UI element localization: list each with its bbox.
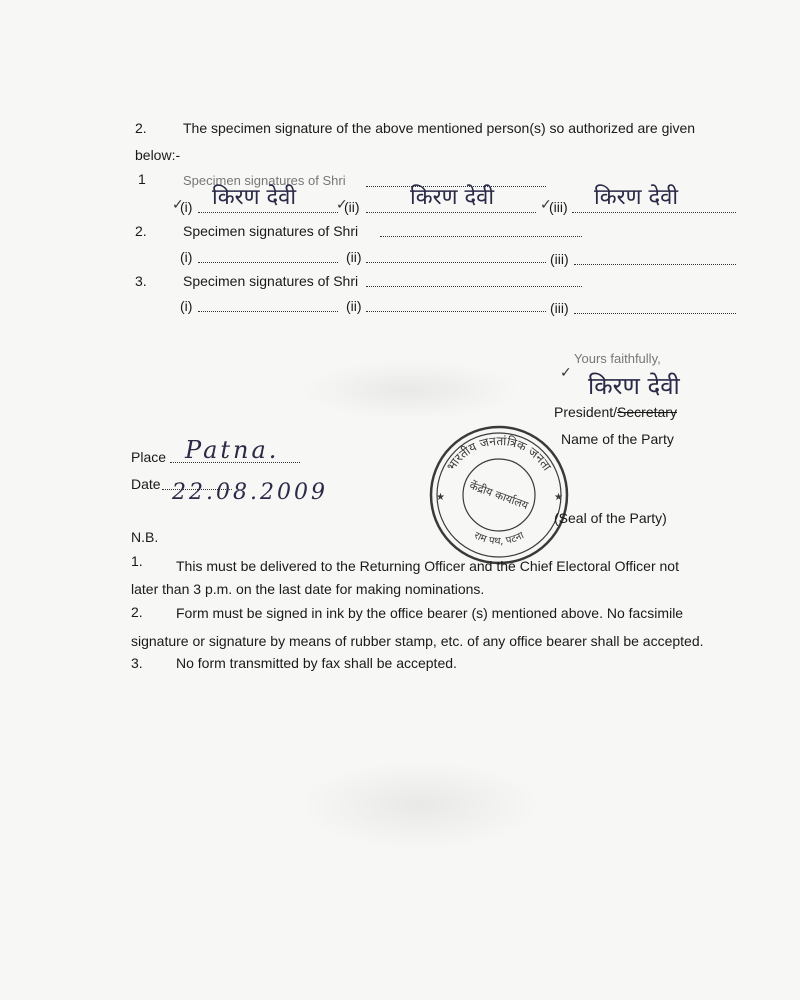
nb-number: 3. (131, 655, 143, 671)
item-marker: (i) (180, 199, 193, 215)
section-number: 2. (135, 120, 147, 136)
item-marker: (iii) (550, 300, 569, 316)
nb-number: 1. (131, 553, 143, 569)
closing-signature: किरण देवी (588, 372, 680, 400)
specimen-number: 3. (135, 273, 147, 289)
party-name-label: Name of the Party (561, 431, 674, 447)
nb-item-1-line2: later than 3 p.m. on the last date for making nominations. (131, 581, 485, 597)
svg-text:राम पथ, पटना (472, 530, 526, 547)
nb-item-1-line1: This must be delivered to the Returning Officer and the Chief Electoral Officer not (176, 558, 679, 574)
specimen-label: Specimen signatures of Shri (183, 273, 359, 289)
specimen-number: 2. (135, 223, 147, 239)
nb-item-2-line1: Form must be signed in ink by the office bearer (s) mentioned above. No facsimile (176, 605, 684, 621)
seal-star-icon: ★ (554, 492, 563, 503)
signature-line (366, 262, 546, 263)
specimen-number: 1 (138, 171, 146, 187)
item-marker: (ii) (346, 249, 362, 265)
tick-mark: ✓ (172, 196, 184, 212)
tick-mark: ✓ (336, 196, 348, 212)
seal-label: (Seal of the Party) (554, 510, 667, 526)
signature-1-i: किरण देवी (212, 185, 297, 210)
specimen-label: Specimen signatures of Shri (183, 173, 346, 188)
name-line (380, 236, 582, 237)
signature-line (574, 313, 736, 314)
signature-line (366, 311, 546, 312)
scan-smudge (300, 760, 540, 850)
role-president: President/ (554, 404, 618, 420)
nb-item-3-line1: No form transmitted by fax shall be accepted. (176, 655, 457, 671)
item-marker: (iii) (550, 251, 569, 267)
place-label: Place (131, 449, 167, 465)
item-marker: (i) (180, 298, 193, 314)
yours-faithfully: Yours faithfully, (574, 351, 661, 366)
signature-line (198, 212, 338, 213)
date-value: 22.08.2009 (172, 480, 328, 505)
item-marker: (i) (180, 249, 193, 265)
nb-heading: N.B. (131, 529, 159, 545)
signature-line (572, 212, 736, 213)
item-marker: (ii) (344, 199, 360, 215)
party-seal-stamp (424, 420, 574, 570)
seal-star-icon: ★ (436, 492, 445, 503)
scan-smudge (300, 360, 520, 420)
signature-line (366, 212, 536, 213)
item-marker: (iii) (549, 199, 568, 215)
signature-line (574, 264, 736, 265)
role-label (554, 403, 677, 421)
signature-line (198, 311, 338, 312)
nb-number: 2. (131, 604, 143, 620)
place-value: Patna. (185, 436, 280, 464)
specimen-label: Specimen signatures of Shri (183, 223, 359, 239)
section-text-line1: The specimen signature of the above mentioned person(s) so authorized are given (183, 120, 696, 136)
item-marker: (ii) (346, 298, 362, 314)
signature-1-iii: किरण देवी (594, 185, 679, 210)
seal-bottom-text: राम पथ, पटना (472, 530, 526, 548)
section-text-line2: below:- (135, 147, 181, 163)
signature-1-ii: किरण देवी (410, 185, 495, 210)
tick-mark: ✓ (560, 364, 572, 380)
seal-top-text: भारतीय जनतांत्रिक जनता (443, 433, 555, 474)
date-label: Date (131, 476, 161, 492)
signature-line (198, 262, 338, 263)
nb-item-2-line2: signature or signature by means of rubber stamp, etc. of any office bearer shall be accepted. (131, 633, 704, 649)
name-line (366, 286, 582, 287)
role-secretary: Secretary (617, 404, 677, 420)
seal-center-text: केंद्रीय कार्यालय (467, 478, 530, 513)
tick-mark: ✓ (540, 196, 552, 212)
